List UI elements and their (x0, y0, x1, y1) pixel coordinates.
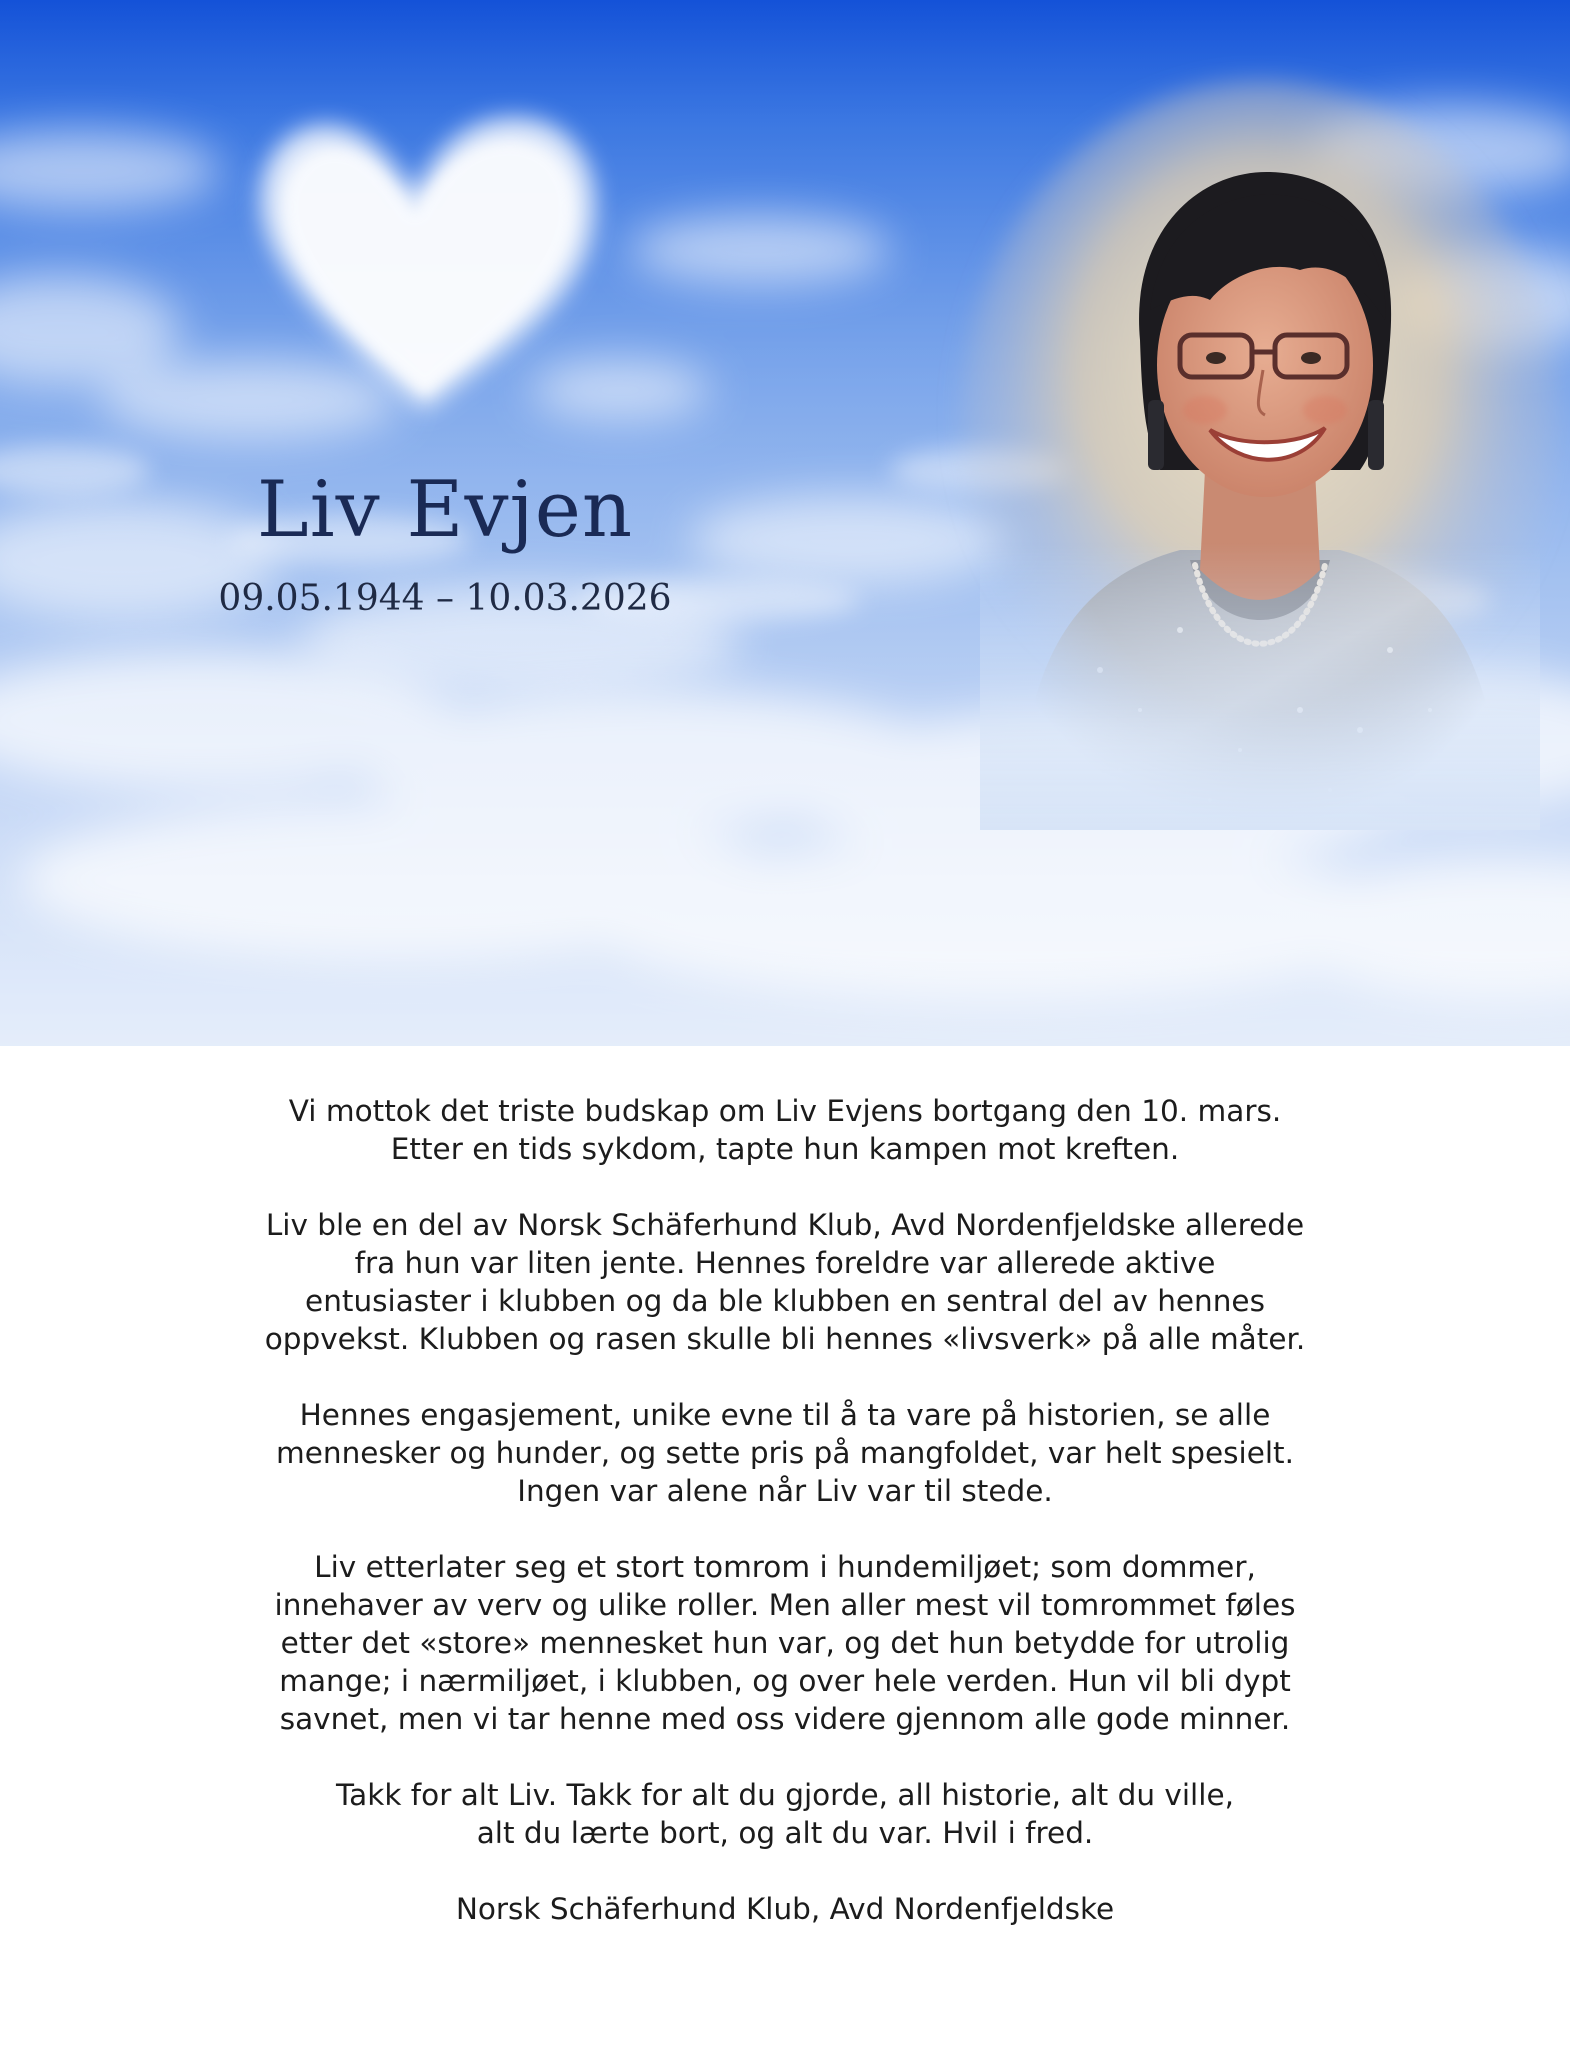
life-dates: 09.05.1944 – 10.03.2026 (218, 578, 672, 619)
text-line: mange; i nærmiljøet, i klubben, og over hele verden. Hun vil bli dypt (279, 1664, 1291, 1698)
text-line: mennesker og hunder, og sette pris på mangfoldet, var helt spesielt. (276, 1436, 1294, 1470)
portrait-photo (980, 110, 1540, 830)
paragraph (150, 1092, 1420, 1168)
text-line: alt du lærte bort, og alt du var. Hvil i fred. (476, 1816, 1094, 1850)
text-line: Etter en tids sykdom, tapte hun kampen mot kreften. (390, 1132, 1180, 1166)
text-line: Liv etterlater seg et stort tomrom i hundemiljøet; som dommer, (314, 1550, 1256, 1584)
text-line: Vi mottok det triste budskap om Liv Evjens bortgang den 10. mars. (288, 1094, 1282, 1128)
text-line: savnet, men vi tar henne med oss videre gjennom alle gode minner. (279, 1702, 1291, 1736)
text-line: etter det «store» mennesket hun var, og det hun betydde for utrolig (280, 1626, 1290, 1660)
text-line: innehaver av verv og ulike roller. Men aller mest vil tomrommet føles (274, 1588, 1296, 1622)
memorial-text (150, 1092, 1420, 1928)
text-line: entusiaster i klubben og da ble klubben en sentral del av hennes (305, 1284, 1265, 1318)
paragraph (150, 1776, 1420, 1852)
text-line: Takk for alt Liv. Takk for alt du gjorde, all historie, alt du ville, (336, 1778, 1234, 1812)
text-line: fra hun var liten jente. Hennes foreldre var allerede aktive (354, 1246, 1216, 1280)
signature: Norsk Schäferhund Klub, Avd Nordenfjeldske (455, 1892, 1115, 1926)
deceased-name: Liv Evjen (256, 465, 634, 555)
text-line: oppvekst. Klubben og rasen skulle bli hennes «livsverk» på alle måter. (264, 1322, 1306, 1356)
paragraph (150, 1548, 1420, 1738)
paragraph (150, 1396, 1420, 1510)
text-line: Hennes engasjement, unike evne til å ta vare på historien, se alle (299, 1398, 1271, 1432)
paragraph (150, 1206, 1420, 1358)
text-line: Liv ble en del av Norsk Schäferhund Klub, Avd Nordenfjeldske allerede (265, 1208, 1305, 1242)
text-line: Ingen var alene når Liv var til stede. (517, 1474, 1053, 1508)
